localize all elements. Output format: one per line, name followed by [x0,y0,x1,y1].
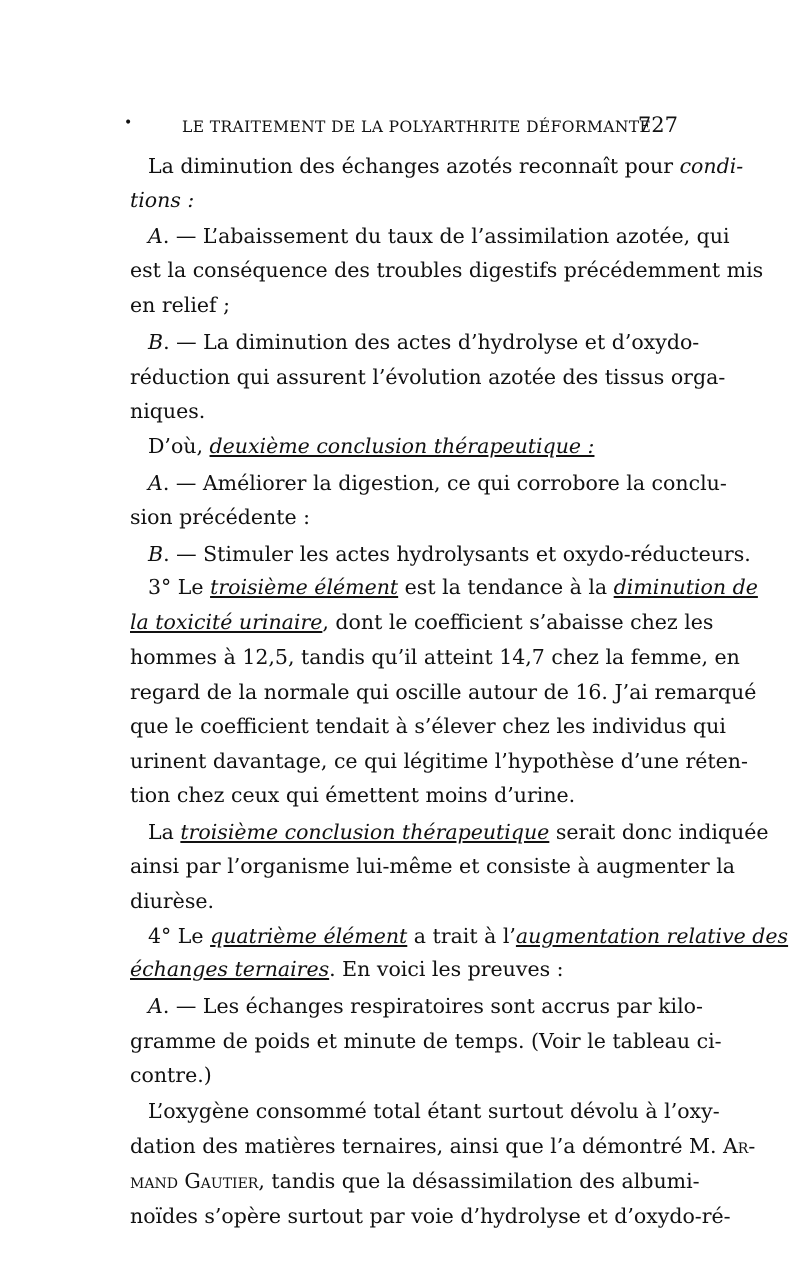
emphasis-text: diminution de [613,575,758,599]
text-line [148,570,758,604]
text-run: 4° Le [148,924,211,948]
emphasis-text: deuxième conclusion thérapeutique : [209,434,595,458]
text-run: . — Les échanges respiratoires sont accrus par kilo- [162,994,703,1018]
emphasis-text: A [148,994,163,1018]
text-run: . En voici les preuves : [329,957,564,981]
text-run: ainsi par l’organisme lui-même et consiste à augmenter la [130,854,735,878]
text-run: . — La diminution des actes d’hydrolyse et d’oxydo- [163,330,700,354]
text-run: en relief ; [130,293,231,317]
text-line [148,325,700,359]
text-line [130,1058,674,1092]
emphasis-text: B [148,330,164,354]
emphasis-text: échanges ternaires [130,957,330,981]
text-line [130,500,674,534]
author-name: mand Gautier [130,1169,259,1193]
text-line [130,849,735,883]
text-run: est la tendance à la [398,575,614,599]
text-line [130,183,674,217]
text-run: sion précédente : [130,505,311,529]
text-run: est la conséquence des troubles digestifs précédemment mis [130,258,764,282]
text-run: urinent davantage, ce qui légitime l’hypothèse d’une réten- [130,749,748,773]
emphasis-text: condi- [679,154,744,178]
emphasis-text: la toxicité urinaire [130,610,323,634]
emphasis-text: tions : [130,188,195,212]
text-line [130,253,764,287]
text-line [148,466,727,500]
text-run: , dont le coefficient s’abaisse chez les [322,610,714,634]
text-run: L’oxygène consommé total étant surtout dévolu à l’oxy- [148,1099,720,1123]
text-line [148,815,769,849]
text-line [130,778,674,812]
running-title: LE TRAITEMENT DE LA POLYARTHRITE DÉFORMANTE [182,118,652,136]
text-line [148,1094,720,1128]
text-run: dation des matières ternaires, ainsi que l’a démontré M. [130,1134,723,1158]
text-run: serait donc indiquée [549,820,769,844]
header-bullet: • [124,115,133,131]
text-run: diurèse. [130,889,214,913]
text-run: D’où, [148,434,210,458]
text-line [130,884,674,918]
text-line [130,952,674,986]
emphasis-text: augmentation relative des [515,924,789,948]
emphasis-text: troisième élément [210,575,399,599]
text-line [130,640,740,674]
running-header [124,114,678,144]
text-run: , tandis que la désassimilation des albumi- [258,1169,700,1193]
text-line [148,149,744,183]
emphasis-text: A [148,224,163,248]
text-run: La diminution des échanges azotés reconnaît pour [148,154,680,178]
text-line [130,360,726,394]
text-line [148,919,789,953]
text-run: contre.) [130,1063,212,1087]
text-line [148,429,674,463]
text-run: tion chez ceux qui émettent moins d’urine. [130,783,576,807]
text-line [130,744,748,778]
text-line [148,537,751,571]
text-run: réduction qui assurent l’évolution azotée des tissus orga- [130,365,726,389]
text-line [130,675,757,709]
emphasis-text: B [148,542,164,566]
text-line [130,288,674,322]
text-run: . — Stimuler les actes hydrolysants et oxydo-réducteurs. [163,542,751,566]
text-line [130,605,714,639]
emphasis-text: troisième conclusion thérapeutique [180,820,550,844]
text-run: 3° Le [148,575,211,599]
text-line [130,709,726,743]
text-line [130,394,674,428]
text-line [148,219,730,253]
text-run: que le coefficient tendait à s’élever chez les individus qui [130,714,726,738]
text-run: . — Améliorer la digestion, ce qui corrobore la conclu- [162,471,727,495]
text-run: noïdes s’opère surtout par voie d’hydrolyse et d’oxydo-ré- [130,1204,731,1228]
text-run: gramme de poids et minute de temps. (Voir le tableau ci- [130,1029,722,1053]
text-line [130,1199,731,1233]
text-line [130,1129,756,1163]
text-line [148,989,703,1023]
text-run: a trait à l’ [407,924,516,948]
author-name: Ar- [723,1134,756,1158]
text-run: regard de la normale qui oscille autour de 16. J’ai remarqué [130,680,757,704]
text-run: La [148,820,181,844]
emphasis-text: quatrième élément [210,924,408,948]
page-number: 727 [637,113,678,137]
text-run: hommes à 12,5, tandis qu’il atteint 14,7 chez la femme, en [130,645,740,669]
emphasis-text: A [148,471,163,495]
text-line [130,1164,700,1198]
text-line [130,1024,722,1058]
text-run: niques. [130,399,206,423]
text-run: . — L’abaissement du taux de l’assimilation azotée, qui [162,224,730,248]
